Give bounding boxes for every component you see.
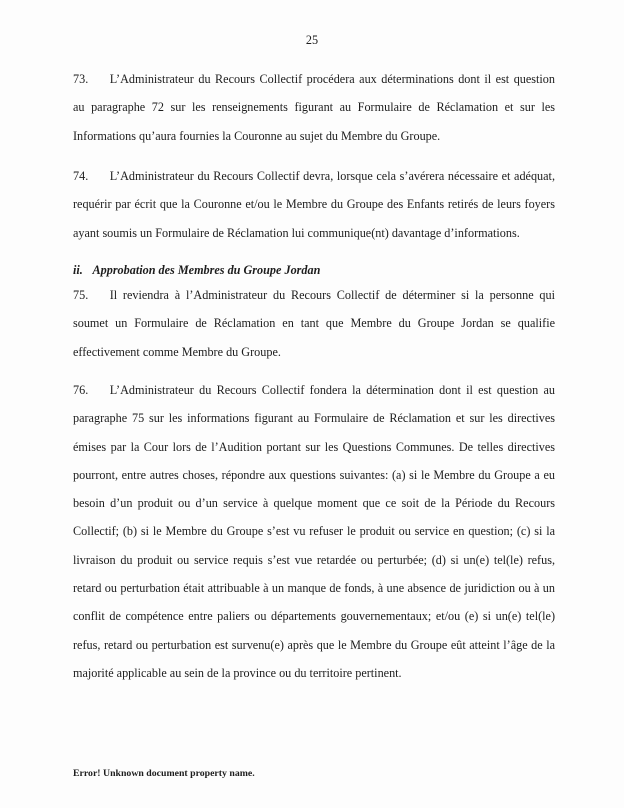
paragraph-line: conflit de compétence entre paliers ou départements gouvernementaux; et/ou (e) si un(e) tel(le)	[73, 609, 555, 624]
paragraph-line: refus, retard ou perturbation est survenu(e) après que le Membre du Groupe eût atteint l’âge de la	[73, 637, 555, 652]
paragraph-74	[73, 162, 555, 247]
paragraph-line: majorité applicable au sein de la province ou du territoire pertinent.	[73, 665, 402, 680]
footer-error-text: Error! Unknown document property name.	[73, 768, 255, 779]
paragraph-number: 76.	[73, 383, 89, 397]
page-number: 25	[305, 33, 319, 47]
paragraph-line: soumet un Formulaire de Réclamation en tant que Membre du Groupe Jordan se qualifie	[73, 316, 555, 331]
section-heading-text: Approbation des Membres du Groupe Jordan	[92, 263, 321, 277]
paragraph-line: au paragraphe 72 sur les renseignements figurant au Formulaire de Réclamation et sur les	[73, 100, 555, 115]
paragraph-number: 75.	[73, 288, 89, 302]
paragraph-line: Informations qu’aura fournies la Couronne au sujet du Membre du Groupe.	[73, 128, 441, 143]
paragraph-line: besoin d’un produit ou d’un service à quelque moment que ce soit de la Période du Recours	[73, 496, 555, 511]
paragraph-line: émises par la Cour lors de l’Audition portant sur les Questions Communes. De telles directives	[73, 439, 555, 454]
paragraph-75	[73, 281, 555, 366]
paragraph-line: 76. L’Administrateur du Recours Collectif fondera la détermination dont il est question au	[73, 376, 555, 404]
paragraph-76	[73, 376, 555, 687]
section-heading-marker: ii.	[73, 263, 83, 277]
paragraph-line: effectivement comme Membre du Groupe.	[73, 344, 281, 359]
paragraph-line: ayant soumis un Formulaire de Réclamation lui communique(nt) davantage d’informations.	[73, 225, 520, 240]
paragraph-number: 74.	[73, 169, 89, 183]
paragraph-line: retard ou perturbation était attribuable à un manque de fonds, à une absence de juridiction ou à un	[73, 581, 555, 596]
paragraph-73	[73, 65, 555, 150]
paragraph-line: requérir par écrit que la Couronne et/ou le Membre du Groupe des Enfants retirés de leurs foyers	[73, 197, 555, 212]
paragraph-line: Collectif; (b) si le Membre du Groupe s’est vu refuser le produit ou service en question; (c) si la	[73, 524, 555, 539]
paragraph-line: paragraphe 75 sur les informations figurant au Formulaire de Réclamation et sur les directives	[73, 411, 555, 426]
paragraph-line: pourront, entre autres choses, répondre aux questions suivantes: (a) si le Membre du Groupe a eu	[73, 467, 555, 482]
paragraph-number: 73.	[73, 72, 89, 86]
paragraph-line: 73. L’Administrateur du Recours Collectif procédera aux déterminations dont il est question	[73, 65, 555, 93]
paragraph-line: 74. L’Administrateur du Recours Collectif devra, lorsque cela s’avérera nécessaire et adéquat,	[73, 162, 555, 190]
paragraph-line: 75. Il reviendra à l’Administrateur du Recours Collectif de déterminer si la personne qui	[73, 281, 555, 309]
paragraph-line: livraison du produit ou service requis s’est vue retardée ou perturbée; (d) si un(e) tel(le) refus,	[73, 552, 555, 567]
